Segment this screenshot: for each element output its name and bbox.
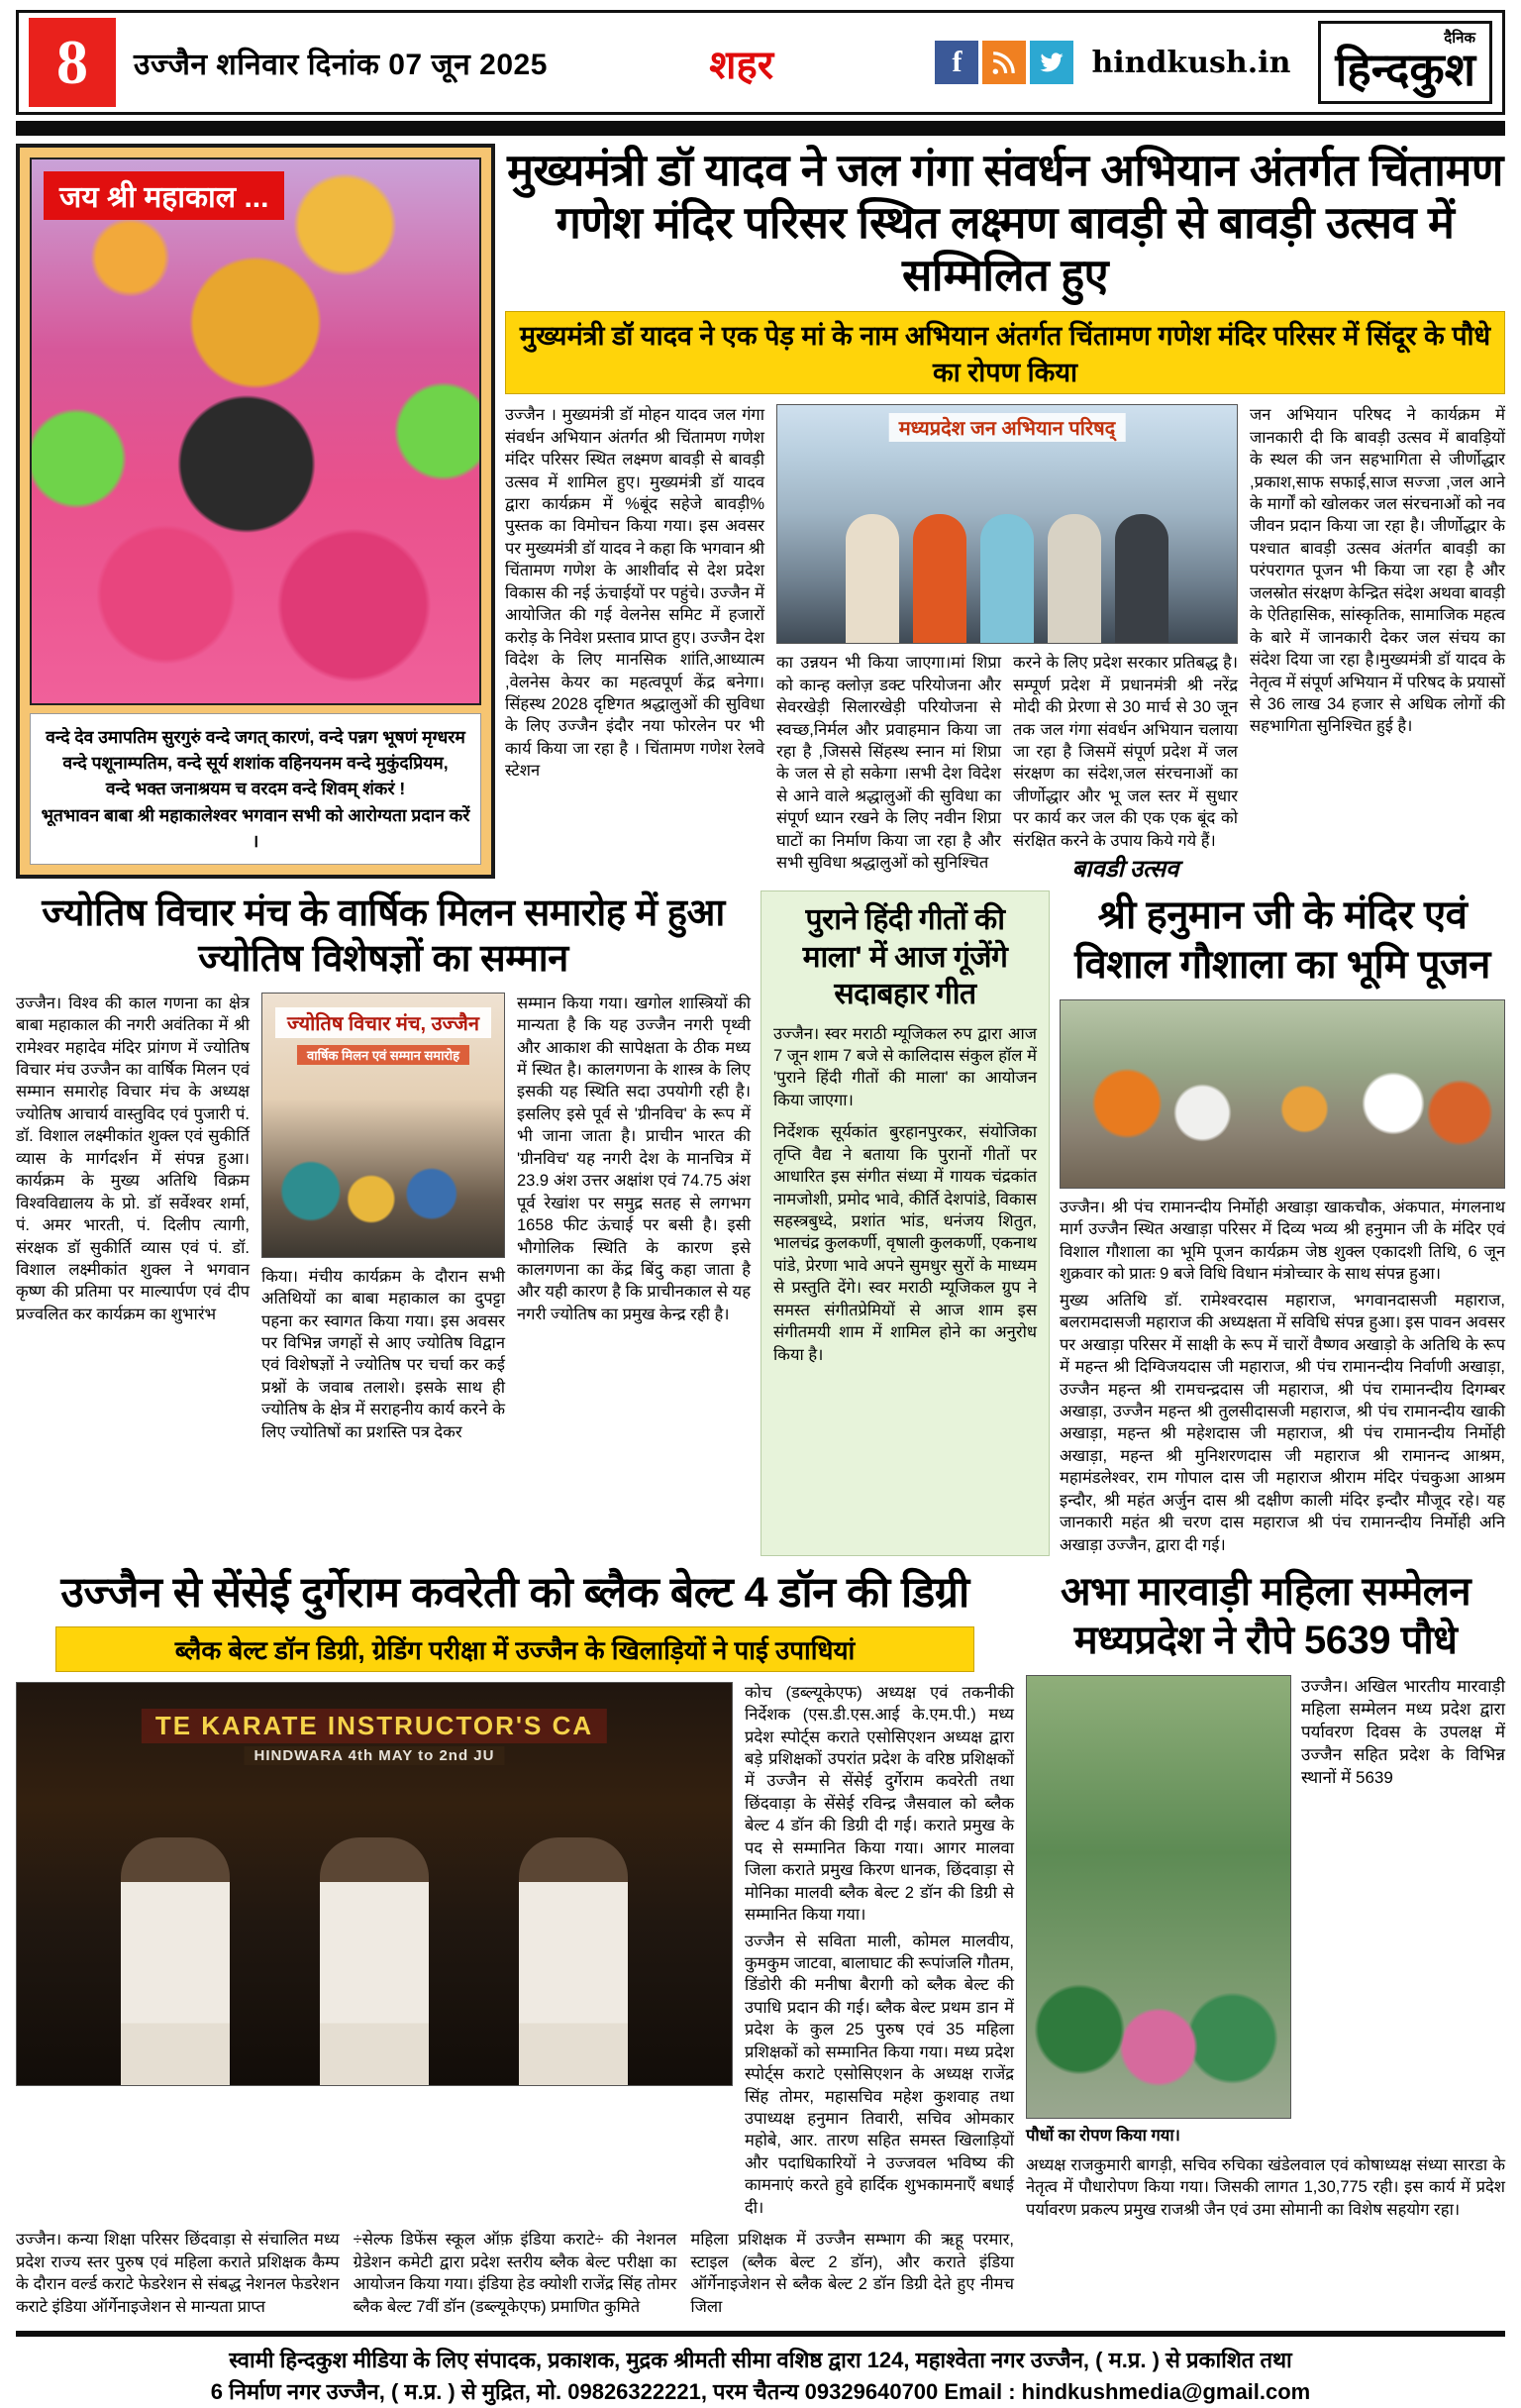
karate-photo-banner-2: HINDWARA 4th MAY to 2nd JU bbox=[245, 1746, 505, 1765]
header-rule bbox=[16, 121, 1505, 136]
jyotish-article bbox=[16, 890, 751, 1556]
twitter-icon[interactable] bbox=[1030, 41, 1073, 84]
geet-article bbox=[760, 890, 1050, 1556]
lead-article bbox=[505, 144, 1505, 884]
karate-main-row bbox=[16, 1682, 1014, 2220]
lead-subhead: मुख्यमंत्री डॉ यादव ने एक पेड़ मां के नाम अभियान अंतर्गत चिंतामण गणेश मंदिर परिसर में सिंदूर के पौधे का रोपण किया bbox=[505, 311, 1505, 394]
karate-award-photo bbox=[16, 1682, 733, 2086]
marwadi-plantation-photo bbox=[1026, 1675, 1291, 2119]
lead-kicker: बावडी उत्सव bbox=[1071, 857, 1179, 884]
jyotish-column-1: उज्जैन। विश्व की काल गणना का क्षेत्र बाबा महाकाल की नगरी अवंतिका में श्री रामेश्वर महादेव मंदिर प्रांगण में ज्योतिष विचार मंच उज्जैन का वार्षिक मिलन एवं सम्मान समारोह विचार मंच के अध्यक्ष ज्योतिष आचार्य वास्तुविद एवं पुजारी पं. डॉ. विशाल लक्ष्मीकांत शुक्ल एवं सुकीर्ति व्यास के मार्गदर्शन में संपन्न हुआ। कार्यक्रम के मुख्य अतिथि विक्रम विश्वविद्यालय के प्रो. डॉ सर्वेश्वर शर्मा, पं. अमर भारती, पं. दिलीप त्यागी, संरक्षक डॉ सुकीर्ति व्यास एवं पं. डॉ. विशाल लक्ष्मीकांत शुक्ल ने भगवान कृष्ण की प्रतिमा पर माल्यार्पण एवं दीप प्रज्वलित कर कार्यक्रम का शुभारंभ bbox=[16, 994, 250, 1323]
hanuman-bhumi-pujan-photo bbox=[1060, 999, 1505, 1189]
facebook-icon[interactable]: f bbox=[935, 41, 978, 84]
person-figure bbox=[320, 1837, 429, 2085]
hanuman-body-2: मुख्य अतिथि डॉ. रामेश्वरदास महाराज, भगवानदासजी महाराज, बलरामदासजी महाराज की अध्यक्षता में सविधि संपन्न हुआ। इस पावन अवसर पर अखाड़ा परिसर में साक्षी के रूप में चारों वैष्णव अखाड़ो के अतिथि के रूप में महन्त श्री दिग्विजयदास जी महाराज, श्री पंच रामानन्दीय निर्वाणी अखाड़ा, उज्जैन महन्त श्री रामचन्द्रदास जी महाराज, श्री पंच रामानन्दीय दिगम्बर अखाड़ा, उज्जैन महन्त श्री तुलसीदासजी महाराज, श्री पंच रामानन्दीय खाकी अखाड़ा, महन्त श्री महेशदास जी महाराज, श्री पंच रामानन्दीय निर्मोही अखाड़ा, महन्त श्री मुनिशरणदास जी महाराज श्री रामानन्द आश्रम, महामंडलेश्वर, राम गोपाल दास जी महाराज श्रीराम मंदिर पंचकुआ आश्रम इन्दौर, श्री महंत अर्जुन दास श्री दक्षीण काली मंदिर इन्दौर मौजूद रहे। यह जानकारी महंत श्री चरण दास महाराज श्री पंच रामानन्दीय निर्मोही अनि अखाड़ा उज्जैन, द्वारा दी गई। bbox=[1060, 1291, 1505, 1554]
logo-name: हिन्दकुश bbox=[1335, 45, 1475, 95]
karate-column-b: ÷सेल्फ डिफेंस स्कूल ऑफ़ इंडिया कराटे÷ की नेशनल ग्रेडेशन कमेटी द्वारा प्रदेश स्तरीय ब्लैक बेल्ट परीक्षा का आयोजन किया गया। इंडिया हेड क्योशी राजेंद्र सिंह तोमर ब्लैक बेल्ट 7वीं डॉन (डब्ल्यूकेएफ) प्रमाणित कुमिते bbox=[353, 2231, 677, 2316]
masthead bbox=[16, 10, 1505, 115]
mahakal-caption bbox=[30, 713, 481, 865]
mahakal-photo bbox=[30, 157, 481, 705]
jyotish-photo-banner: ज्योतिष विचार मंच, उज्जैन bbox=[275, 1007, 491, 1038]
karate-bottom-columns bbox=[16, 2229, 1014, 2318]
person-figure bbox=[846, 514, 899, 643]
lead-headline: मुख्यमंत्री डॉ यादव ने जल गंगा संवर्धन अभियान अंतर्गत चिंतामण गणेश मंदिर परिसर स्थित लक्ष्मण बावड़ी से बावड़ी उत्सव में सम्मिलित हुए bbox=[507, 145, 1503, 301]
marwadi-main-row bbox=[1026, 1675, 1505, 2119]
karate-right-col-text-2: उज्जैन से सविता माली, कोमल मालवीय, कुमकुम जाटवा, बालाघाट की रूपांजलि गौतम, डिंडोरी की मनीषा बैरागी को ब्लैक बेल्ट की उपाधि प्रदान की गई। ब्लैक बेल्ट प्रथम डान में प्रदेश के कुल 25 पुरुष एवं 35 महिला प्रशिक्षकों को सम्मानित किया गया। मध्य प्रदेश स्पोर्ट्स कराटे एसोसिएशन के अध्यक्ष राजेंद्र सिंह तोमर, महासचिव महेश कुशवाह तथा उपाध्यक्ष हनुमान तिवारी, सचिव ओमकार महोबे, आर. तारण सहित समस्त खिलाड़ियों और पदाधिकारियों ने उज्जवल भविष्य की कामनाएं करते हुवे हार्दिक शुभकामनाएँ बधाई दी। bbox=[745, 1932, 1014, 2217]
middle-section bbox=[16, 890, 1505, 1556]
person-figure bbox=[519, 1837, 628, 2085]
jyotish-group-photo bbox=[261, 993, 505, 1258]
marwadi-headline: अभा मारवाड़ी महिला सम्मेलन मध्यप्रदेश ने रौपे 5639 पौधे bbox=[1060, 1570, 1471, 1662]
lead-column-4: जन अभियान परिषद ने कार्यक्रम में जानकारी दी कि बावड़ी उत्सव में बावड़ियों के स्थल की जन सहभागिता से जीर्णोद्धार ,प्रकाश,साफ सफाई,साज सज्जा ,जल आने के मार्गों को खोलकर जल संरचनाओं को नव जीवन प्रदान किया जा रहा है। जीर्णोद्धार के पश्चात बावड़ी उत्सव अंतर्गत बावड़ी का परंपरागत पूजन भी किया जा रहा है और जलस्रोत संरक्षण केन्द्रित संदेश अथवा बावड़ी के ऐतिहासिक, सांस्कृतिक, सामाजिक महत्व के बारे में जानकारी देकर जल संचय का संदेश दिया जा रहा है।मुख्यमंत्री डॉ यादव के नेतृत्व में संपूर्ण अभियान में परिषद के प्रयासों से 36 लाख 34 हजार से अधिक लोगों की सहभागिता सुनिश्चित हुई है। bbox=[1250, 406, 1505, 736]
mahakal-photo-label: जय श्री महाकाल ... bbox=[44, 171, 284, 220]
jyotish-headline: ज्योतिष विचार मंच के वार्षिक मिलन समारोह में हुआ ज्योतिष विशेषज्ञों का सम्मान bbox=[42, 892, 725, 981]
section-title: शहर bbox=[709, 43, 774, 87]
caption-line: वन्दे भक्त जनाश्रयम च वरदम वन्दे शिवम् शंकरं ! bbox=[105, 779, 406, 799]
bottom-section bbox=[16, 1568, 1505, 2317]
imprint-line-2: 6 निर्माण नगर उज्जैन, ( म.प्र. ) से मुद्रित, मो. 09826322221, परम चैतन्य 09329640700 Email : hindkushmedia@gmail.com bbox=[210, 2378, 1311, 2404]
newspaper-logo bbox=[1318, 21, 1492, 104]
logo-daily-label: दैनिक bbox=[1444, 30, 1475, 47]
karate-headline: उज्जैन से सेंसेई दुर्गेराम कवरेती को ब्लैक बेल्ट 4 डॉन की डिग्री bbox=[60, 1569, 969, 1617]
marwadi-column-1: उज्जैन। अखिल भारतीय मारवाड़ी महिला सम्मेलन मध्य प्रदेश द्वारा पर्यावरण दिवस के उपलक्ष में उज्जैन सहित प्रदेश के विभिन्न स्थानों में 5639 bbox=[1301, 1676, 1505, 1788]
karate-article bbox=[16, 1568, 1014, 2317]
lead-middle-block bbox=[776, 404, 1238, 885]
page-number: 8 bbox=[29, 18, 116, 107]
dateline: उज्जैन शनिवार दिनांक 07 जून 2025 bbox=[134, 48, 548, 81]
geet-body-2: निर्देशक सूर्यकांत बुरहानपुरकर, संयोजिका तृप्ति वैद्य ने बताया कि पुरानों गीतों पर आधारित इस संगीत संध्या में गायक चंद्रकांत नामजोशी, प्रमोद भावे, कीर्ति देशपांडे, विकास सहस्त्रबुध्दे, प्रशांत भांड, धनंजय शितुत, भालचंद्र कुलकर्णी, वृषाली कुलकर्णी, एकनाथ पांडे, प्रेरणा भावे अपने सुमधुर सुरों के माध्यम से प्रस्तुति देंगे। स्वर मराठी म्यूजिकल ग्रुप ने समस्त संगीतप्रेमियों से आज शाम इस संगीतमयी शाम में शामिल होने का अनुरोध किया है। bbox=[773, 1123, 1037, 1364]
karate-right-col-text-1: कोच (डब्ल्यूकेएफ) अध्यक्ष एवं तकनीकी निर्देशक (एस.डी.एस.आई के.एम.पी.) मध्य प्रदेश स्पोर्ट्स कराते एसोसिएशन अध्यक्ष द्वारा बड़े प्रशिक्षकों उपरांत प्रदेश के वरिष्ठ प्रशिक्षकों में उज्जैन से सेंसेई दुर्गेराम कवरेती तथा छिंदवाड़ा के सेंसेई रविन्द्र जैसवाल को ब्लैक बेल्ट 4 डॉन की डिग्री दी गई। कराते प्रमुख के पद से सम्मानित किया गया। आगर मालवा जिला कराते प्रमुख किरण धानक, छिंदवाड़ा से मोनिका मालवी ब्लैक बेल्ट 2 डॉन की डिग्री से सम्मानित किया गया। bbox=[745, 1683, 1014, 1925]
lead-column-3: करने के लिए प्रदेश सरकार प्रतिबद्ध है। सम्पूर्ण प्रदेश में प्रधानमंत्री श्री नरेंद्र मोदी की प्रेरणा से 30 मार्च से 30 जून तक जल गंगा संवर्धन अभियान चलाया जा रहा है जिसमें संपूर्ण प्रदेश में जल संरक्षण का संदेश,जल संरचनाओं का जीर्णोद्धार और भू जल स्तर में सुधार पर कार्य कर जल की एक एक बूंद को संरक्षित करने के उपाय किये गये हैं। bbox=[1013, 654, 1238, 850]
caption-line: वन्दे पशूनाम्पतिम, वन्दे सूर्य शशांक वहिनयनम वन्दे मुकुंदप्रियम, bbox=[62, 753, 449, 773]
karate-column-c: महिला प्रशिक्षक में उज्जैन सम्भाग की ऋहू परमार, स्टाइल (ब्लैक बेल्ट 2 डॉन), और कराते इंडिया ऑर्गेनाइजेशन से ब्लैक बेल्ट 2 डॉन डिग्री देते हुए नीमच जिला bbox=[690, 2231, 1015, 2316]
geet-body-1: उज्जैन। स्वर मराठी म्यूजिकल रुप द्वारा आज 7 जून शाम 7 बजे से कालिदास संकुल हॉल में 'पुराने हिंदी गीतों की माला' का आयोजन किया जाएगा। bbox=[773, 1024, 1037, 1109]
top-section bbox=[16, 144, 1505, 884]
imprint-line-1: स्वामी हिन्दकुश मीडिया के लिए संपादक, प्रकाशक, मुद्रक श्रीमती सीमा वशिष्ठ द्वारा 124, महाश्वेता नगर उज्जैन, ( म.प्र. ) से प्रकाशित तथा bbox=[229, 2348, 1292, 2372]
rss-icon[interactable] bbox=[982, 41, 1026, 84]
social-links bbox=[935, 41, 1073, 84]
karate-subhead: ब्लैक बेल्ट डॉन डिग्री, ग्रेडिंग परीक्षा में उज्जैन के खिलाड़ियों ने पाई उपाधियां bbox=[55, 1626, 973, 1672]
hanuman-body-1: उज्जैन। श्री पंच रामानन्दीय निर्मोही अखाड़ा खाकचौक, अंकपात, मंगलनाथ मार्ग उज्जैन स्थित अखाड़ा परिसर में दिव्य भव्य श्री हनुमान जी के मंदिर एवं विशाल गौशाला का भूमि पूजन कार्यक्रम जेष्ठ शुक्ल एकादशी तिथि, 6 जून शुक्रवार को प्रातः 9 बजे विधि विधान मंत्रोच्चार के साथ संपन्न हुआ। bbox=[1060, 1199, 1505, 1284]
marwadi-caption: पौधों का रोपण किया गया। bbox=[1026, 2126, 1180, 2145]
site-url[interactable]: hindkush.in bbox=[1091, 45, 1291, 80]
person-figure bbox=[1048, 514, 1101, 643]
karate-photo-figures bbox=[17, 1818, 732, 2085]
marwadi-body-2: अध्यक्ष राजकुमारी बागड़ी, सचिव रुचिका खंडेलवाल एवं कोषाध्यक्ष संध्या सारडा के नेतृत्व में पौधारोपण किया गया। जिसकी लागत 1,30,775 रही। इस कार्य में प्रदेश पर्यावरण प्रकल्प प्रमुख राजश्री जैन एवं उमा सोमानी का विशेष सहयोग रहा। bbox=[1026, 2156, 1505, 2219]
imprint-footer bbox=[16, 2331, 1505, 2408]
jyotish-body bbox=[16, 993, 751, 1556]
karate-photo-banner: TE KARATE INSTRUCTOR'S CA bbox=[142, 1709, 607, 1743]
cm-photo-banner: मध्यप्रदेश जन अभियान परिषद् bbox=[889, 413, 1126, 442]
lead-body bbox=[505, 404, 1505, 885]
caption-line: वन्दे देव उमापतिम सुरगुरुं वन्दे जगत् कारणं, वन्दे पन्नग भूषणं मृग्धरम bbox=[46, 726, 465, 747]
person-figure bbox=[1115, 514, 1168, 643]
cm-event-photo bbox=[776, 404, 1238, 644]
hanuman-article bbox=[1060, 890, 1505, 1556]
lead-column-3-wrap bbox=[1013, 652, 1238, 885]
jyotish-column-3: सम्मान किया गया। खगोल शास्त्रियों की मान्यता है कि यह उज्जैन नगरी पृथ्वी और आकाश की सापेक्षता के ठीक मध्य में स्थित है। कालगणना के शास्त्र के लिए इसकी यह स्थिति सदा उपयोगी रही है। इसलिए इसे पूर्व से 'ग्रीनविच' के रूप में भी जाना जाता है। प्राचीन भारत की 'ग्रीनविच' यह नगरी देश के मानचित्र में 23.9 अंश उत्तर अक्षांश एवं 74.75 अंश पूर्व रेखांश पर समुद्र सतह से लगभग 1658 फीट ऊंचाई पर बसी है। इसी भौगोलिक स्थिति के कारण इसे कालगणना का केंद्र बिंदु कहा जाता है और यही कारण है कि प्राचीनकाल से यह नगरी ज्योतिष का प्रमुख केन्द्र रही है। bbox=[517, 994, 751, 1323]
karate-column-a: उज्जैन। कन्या शिक्षा परिसर छिंदवाड़ा से संचालित मध्य प्रदेश राज्य स्तर पुरुष एवं महिला कराते प्रशिक्षक कैम्प के दौरान वर्ल्ड कराटे फेडरेशन से संबद्ध नेशनल फेडरेशन कराटे इंडिया ऑर्गेनाइजेशन से मान्यता प्राप्त bbox=[16, 2231, 340, 2316]
lead-column-1: उज्जैन । मुख्यमंत्री डॉ मोहन यादव जल गंगा संवर्धन अभियान अंतर्गत श्री चिंतामण गणेश मंदिर परिसर स्थित लक्ष्मण बावड़ी से बावड़ी उत्सव में शामिल हुए। मुख्यमंत्री डॉ यादव द्वारा कार्यक्रम में %बूंद सहेजे बावड़ी% पुस्तक का विमोचन किया गया। इस अवसर पर मुख्यमंत्री डॉ यादव ने कहा कि भगवान श्री चिंतामण गणेश के आशीर्वाद से देश प्रदेश विकास की नई ऊंचाईयों पर पहुंचे। उज्जैन में आयोजित की गई वेलनेस समिट में हजारों करोड़ के निवेश प्रस्ताव प्राप्त हुए। उज्जैन देश विदेश के लिए मानसिक शांति,आध्यात्म ,वेलनेस केयर का महत्वपूर्ण केंद्र बनेगा। सिंहस्थ 2028 दृष्टिगत श्रद्धालुओं की सुविधा के लिए उज्जैन इंदौर नया फोरलेन पर भी कार्य किया जा रहा है । चिंतामण गणेश रेलवे स्टेशन bbox=[505, 406, 764, 781]
lead-column-2: का उन्नयन भी किया जाएगा।मां शिप्रा को कान्ह क्लोज़ डक्ट परियोजना और सेवरखेड़ी सिलारखेड़ी परियोजना से स्वच्छ,निर्मल और प्रवाहमान किया जा रहा है ,जिससे सिंहस्थ स्नान मां शिप्रा के जल से हो सकेगा ।सभी देश विदेश से आने वाले श्रद्धालुओं की सुविधा का संपूर्ण ध्यान रखने के लिए नवीन शिप्रा घाटों का निर्माण किया जा रहा है और सभी सुविधा श्रद्धालुओं को सुनिश्चित bbox=[776, 654, 1001, 873]
lead-midcols bbox=[776, 652, 1238, 885]
marwadi-article bbox=[1026, 1568, 1505, 2317]
hanuman-headline: श्री हनुमान जी के मंदिर एवं विशाल गौशाला का भूमि पूजन bbox=[1074, 893, 1490, 987]
person-figure bbox=[913, 514, 966, 643]
jyotish-photo-banner-2: वार्षिक मिलन एवं सम्मान समारोह bbox=[297, 1045, 469, 1065]
cm-photo-figures bbox=[777, 494, 1237, 643]
jyotish-middle-block bbox=[261, 993, 505, 1556]
person-figure bbox=[121, 1837, 230, 2085]
karate-right-column bbox=[745, 1682, 1014, 2220]
caption-line: भूतभावन बाबा श्री महाकालेश्वर भगवान सभी को आरोग्यता प्रदान करें । bbox=[41, 804, 470, 851]
geet-headline: पुराने हिंदी गीतों की माला' में आज गूंजेंगे सदाबहार गीत bbox=[802, 903, 1008, 1010]
mahakal-photo-box bbox=[16, 144, 495, 879]
jyotish-column-2: किया। मंचीय कार्यक्रम के दौरान सभी अतिथियों का बाबा महाकाल का दुपट्टा पहना कर स्वागत किया गया। इस अवसर पर विभिन्न जगहों से आए ज्योतिष विद्वान एवं विशेषज्ञों ने ज्योतिष पर चर्चा कर कई प्रश्नों के जवाब तलाशे। इसके साथ ही ज्योतिष के क्षेत्र में सराहनीय कार्य करने के लिए ज्योतिषों का प्रशस्ति पत्र देकर bbox=[261, 1267, 505, 1441]
person-figure bbox=[980, 514, 1034, 643]
